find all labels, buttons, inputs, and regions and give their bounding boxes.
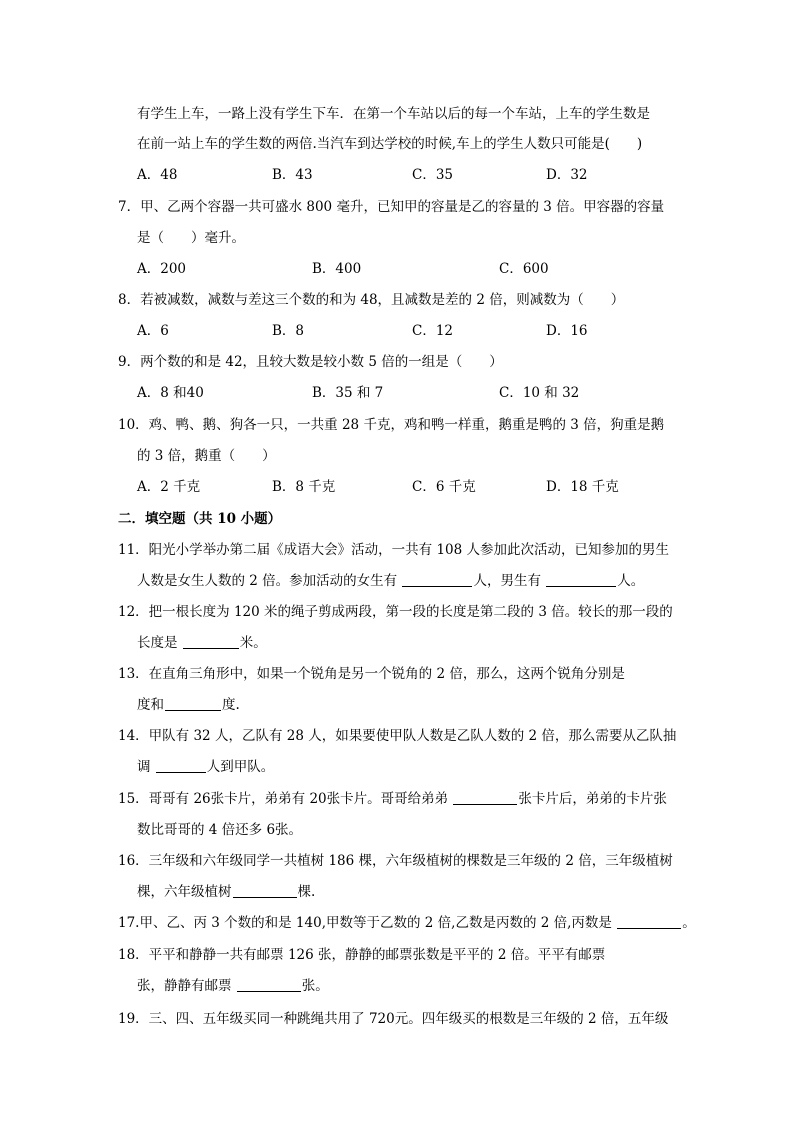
q16-line2: 棵，六年级植树 棵. [137,884,316,900]
q9-option-c: C．10 和 32 [499,385,580,401]
q9-option-a: A．8 和40 [137,385,204,401]
q6-option-b: B．43 [272,167,313,183]
q15-line2: 数比哥哥的 4 倍还多 6张。 [137,822,303,838]
q13-line2: 度和 度. [137,697,240,713]
q7-option-b: B．400 [312,261,362,277]
q17-answer-blank[interactable] [617,914,681,929]
q19-line1: 19．三、四、五年级买同一种跳绳共用了 720元。四年级买的根数是三年级的 2 倍，五年级 [118,1011,669,1027]
q6-option-d: D．32 [546,167,588,183]
section-title-fill-in: 二．填空题（共 10 小题） [118,511,282,527]
q9-option-b: B．35 和 7 [312,385,384,401]
q13-line1: 13．在直角三角形中，如果一个锐角是另一个锐角的 2 倍，那么，这两个锐角分别是 [118,666,625,682]
q13-answer-blank[interactable] [165,696,221,711]
q7-line2: 是（ ）毫升。 [137,230,245,246]
q12-line1: 12．把一根长度为 120 米的绳子剪成两段，第一段的长度是第二段的 3 倍。较长的那一段的 [118,604,673,620]
q16-answer-blank[interactable] [233,883,297,898]
q12-line2: 长度是 米。 [137,635,267,651]
q6-option-a: A．48 [137,167,178,183]
q10-line1: 10．鸡、鸭、鹅、狗各一只，一共重 28 千克，鸡和鸭一样重，鹅重是鸭的 3 倍，狗重是鹅 [118,417,665,433]
q9-line1: 9．两个数的和是 42，且较大数是较小数 5 倍的一组是（ ） [118,354,503,370]
q8-option-a: A．6 [137,323,169,339]
q8-option-c: C．12 [412,323,454,339]
q8-line1: 8．若被减数，减数与差这三个数的和为 48，且减数是差的 2 倍，则减数为（ ） [118,292,625,308]
q16-line1: 16．三年级和六年级同学一共植树 186 棵，六年级植树的棵数是三年级的 2 倍，三年级植树 [118,853,673,869]
q7-option-c: C．600 [499,261,549,277]
q15-line1: 15．哥哥有 26张卡片，弟弟有 20张卡片。哥哥给弟弟 张卡片后，弟弟的卡片张 [118,791,667,807]
q8-option-d: D．16 [546,323,588,339]
q6-option-c: C．35 [412,167,454,183]
q6-line2: 在前一站上车的学生数的两倍.当汽车到达学校的时候,车上的学生人数只可能是( ) [137,136,643,152]
q15-answer-blank[interactable] [453,790,517,805]
q10-option-a: A．2 千克 [137,479,201,495]
q14-answer-blank[interactable] [156,758,206,773]
q12-answer-blank[interactable] [183,634,239,649]
q6-line1: 有学生上车，一路上没有学生下车．在第一个车站以后的每一个车站，上车的学生数是 [137,106,650,122]
q17-line1: 17.甲、乙、丙 3 个数的和是 140,甲数等于乙数的 2 倍,乙数是丙数的 2 倍,丙数是 。 [118,915,696,931]
q10-line2: 的 3 倍，鹅重（ ） [137,448,276,464]
q18-line1: 18．平平和静静一共有邮票 126 张，静静的邮票张数是平平的 2 倍。平平有邮票 [118,947,606,963]
q11-line2: 人数是女生人数的 2 倍。参加活动的女生有 人，男生有 人。 [137,573,645,589]
q7-option-a: A．200 [137,261,187,277]
q10-option-c: C．6 千克 [412,479,476,495]
q10-option-b: B．8 千克 [272,479,336,495]
q8-option-b: B．8 [272,323,305,339]
q11-answer-blank-girls[interactable] [402,572,472,587]
q18-answer-blank[interactable] [237,977,301,992]
q10-option-d: D．18 千克 [546,479,619,495]
q18-line2: 张，静静有邮票 张。 [137,978,329,994]
q14-line1: 14．甲队有 32 人，乙队有 28 人，如果要使甲队人数是乙队人数的 2 倍，那么需要从乙队抽 [118,728,677,744]
q11-line1: 11．阳光小学举办第二届《成语大会》活动，一共有 108 人参加此次活动，已知参加的男生 [118,542,670,558]
q7-line1: 7．甲、乙两个容器一共可盛水 800 毫升，已知甲的容量是乙的容量的 3 倍。甲容器的容量 [118,199,665,215]
q14-line2: 调 人到甲队。 [137,759,275,775]
q11-answer-blank-boys[interactable] [546,572,616,587]
